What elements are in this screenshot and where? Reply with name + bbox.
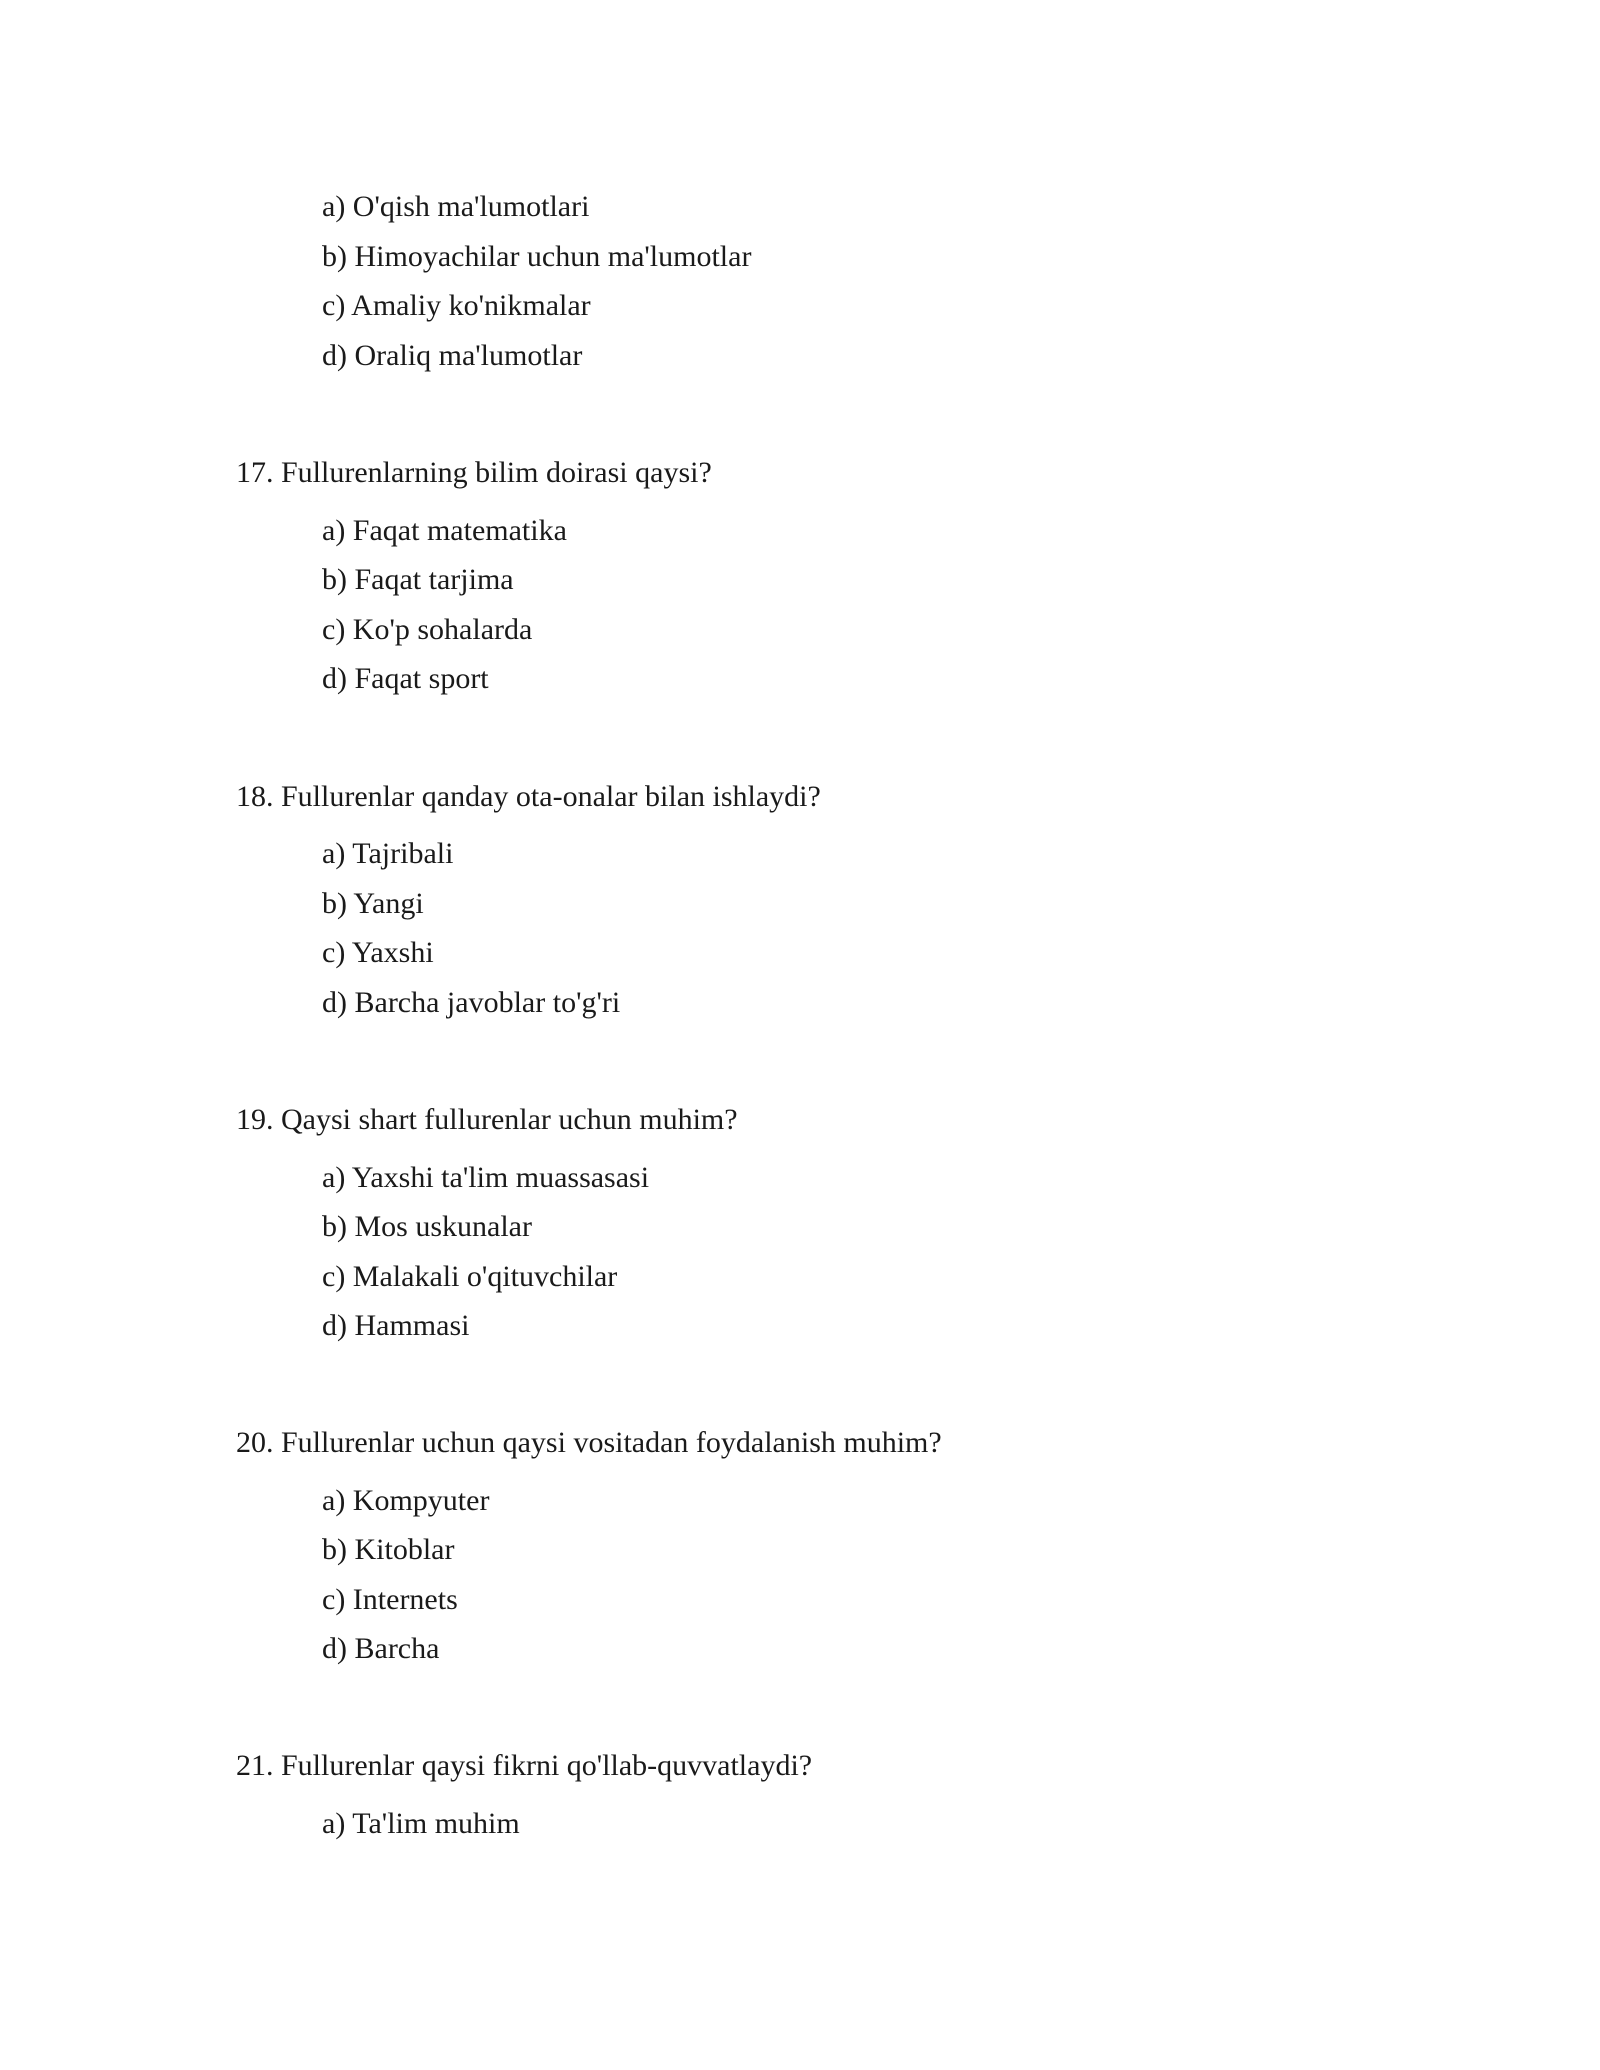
question-19: 19. Qaysi shart fullurenlar uchun muhim?	[236, 1103, 738, 1136]
option-19-a: a) Yaxshi ta'lim muassasasi	[322, 1161, 650, 1194]
option-20-d: d) Barcha	[322, 1632, 440, 1665]
option-18-a: a) Tajribali	[322, 837, 454, 870]
option-18-b: b) Yangi	[322, 887, 424, 920]
question-20: 20. Fullurenlar uchun qaysi vositadan foydalanish muhim?	[236, 1426, 942, 1459]
option-16-b: b) Himoyachilar uchun ma'lumotlar	[322, 240, 752, 273]
option-18-d: d) Barcha javoblar to'g'ri	[322, 986, 621, 1019]
option-20-b: b) Kitoblar	[322, 1533, 455, 1566]
option-18-c: c) Yaxshi	[322, 936, 434, 969]
option-19-d: d) Hammasi	[322, 1309, 470, 1342]
option-17-d: d) Faqat sport	[322, 662, 489, 695]
option-21-a: a) Ta'lim muhim	[322, 1807, 520, 1840]
option-16-a: a) O'qish ma'lumotlari	[322, 190, 590, 223]
option-19-b: b) Mos uskunalar	[322, 1210, 532, 1243]
option-16-c: c) Amaliy ko'nikmalar	[322, 289, 591, 322]
question-17: 17. Fullurenlarning bilim doirasi qaysi?	[236, 456, 712, 489]
option-20-c: c) Internets	[322, 1583, 458, 1616]
question-21: 21. Fullurenlar qaysi fikrni qo'llab-quvvatlaydi?	[236, 1749, 813, 1782]
question-18: 18. Fullurenlar qanday ota-onalar bilan ishlaydi?	[236, 780, 821, 813]
option-16-d: d) Oraliq ma'lumotlar	[322, 339, 583, 372]
option-17-a: a) Faqat matematika	[322, 514, 567, 547]
option-17-c: c) Ko'p sohalarda	[322, 613, 533, 646]
option-17-b: b) Faqat tarjima	[322, 563, 514, 596]
option-20-a: a) Kompyuter	[322, 1484, 490, 1517]
option-19-c: c) Malakali o'qituvchilar	[322, 1260, 618, 1293]
